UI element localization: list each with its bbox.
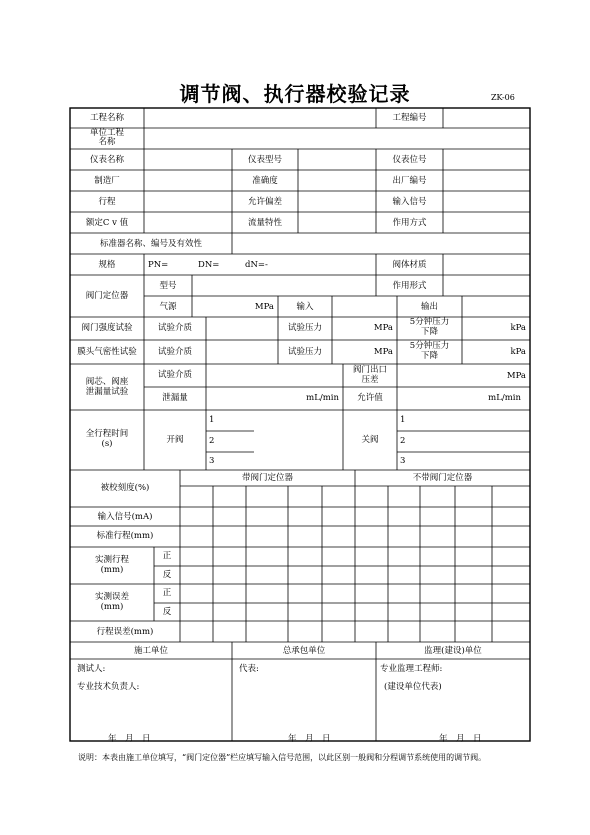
- diaphragm-drop-label: 5分钟压力 下降: [409, 341, 450, 361]
- strength-pressure-unit: MPa: [373, 323, 393, 333]
- supervision-date: 年 月 日: [439, 734, 482, 744]
- dn-seat-label: dN=-: [245, 260, 268, 270]
- strength-test-label: 阀门强度试验: [81, 323, 133, 333]
- measured-stroke-label: 实测行程 (mm): [94, 555, 129, 575]
- open-row-2: 2: [209, 436, 215, 446]
- diaphragm-medium-label: 试验介质: [157, 347, 192, 357]
- unit-project-label: 单位工程 名称: [89, 128, 124, 147]
- allowed-deviation-label: 允许偏差: [247, 197, 282, 207]
- outlet-pressure-unit: MPa: [506, 371, 526, 381]
- with-positioner-header: 带阀门定位器: [241, 473, 293, 483]
- measured-error-label: 实测误差 (mm): [94, 592, 129, 612]
- air-source-unit: MPa: [254, 302, 274, 312]
- leak-medium-label: 试验介质: [157, 370, 192, 380]
- valve-outlet-pressure-label: 阀门出口 压差: [352, 365, 387, 385]
- diaphragm-test-label: 膜头气密性试验: [77, 347, 137, 357]
- tech-lead-label: 专业技术负责人:: [77, 682, 140, 692]
- strength-pressure-label: 试验压力: [287, 323, 322, 333]
- factory-no-label: 出厂编号: [392, 176, 427, 186]
- construction-unit-header: 施工单位: [133, 646, 168, 656]
- leakage-unit: mL/min: [306, 393, 339, 403]
- rated-cv-label: 额定C v 值: [85, 218, 129, 228]
- manufacturer-label: 制造厂: [94, 176, 120, 186]
- action-mode-label: 作用方式: [392, 218, 427, 228]
- input-label: 输入: [296, 302, 314, 312]
- leak-test-label: 阀芯、阀座 泄漏量试验: [85, 377, 129, 397]
- strength-medium-label: 试验介质: [157, 323, 192, 333]
- open-row-3: 3: [209, 456, 215, 466]
- construction-date: 年 月 日: [108, 734, 151, 744]
- stroke-label: 行程: [98, 197, 116, 207]
- measured-error-forward: 正: [162, 588, 172, 598]
- close-row-1: 1: [400, 415, 406, 425]
- input-signal-label: 输入信号: [392, 197, 427, 207]
- contractor-date: 年 月 日: [288, 734, 331, 744]
- spec-label: 规格: [98, 260, 116, 270]
- dn-label: DN=: [198, 260, 220, 270]
- supervising-engineer-label: 专业监理工程师:: [380, 664, 443, 674]
- stroke-error-label: 行程误差(mm): [96, 627, 154, 637]
- positioner-label: 阀门定位器: [85, 291, 129, 301]
- project-no-label: 工程编号: [392, 113, 427, 123]
- instrument-model-label: 仪表型号: [247, 155, 282, 165]
- close-row-2: 2: [400, 436, 406, 446]
- form-code: ZK-06: [491, 93, 515, 102]
- strength-drop-unit: kPa: [510, 323, 526, 333]
- without-positioner-header: 不带阀门定位器: [412, 473, 473, 483]
- tester-label: 测试人:: [77, 664, 106, 674]
- representative-label: 代表:: [239, 664, 259, 674]
- std-stroke-label: 标准行程(mm): [96, 531, 154, 541]
- open-row-1: 1: [209, 415, 215, 425]
- instrument-name-label: 仪表名称: [89, 155, 124, 165]
- allowed-value-unit: mL/min: [488, 393, 521, 403]
- close-row-3: 3: [400, 456, 406, 466]
- diaphragm-drop-unit: kPa: [510, 347, 526, 357]
- form-title: 调节阀、执行器校验记录: [179, 82, 411, 106]
- supervision-unit-header: 监理(建设)单位: [424, 646, 482, 656]
- std-instrument-label: 标准器名称、编号及有效性: [99, 239, 202, 249]
- flow-char-label: 流量特性: [247, 218, 282, 228]
- owner-rep-label: (建设单位代表): [384, 682, 442, 692]
- body-material-label: 阀体材质: [392, 260, 427, 270]
- open-label: 开阀: [166, 435, 184, 445]
- diaphragm-pressure-unit: MPa: [373, 347, 393, 357]
- leakage-label: 泄漏量: [162, 393, 188, 403]
- output-label: 输出: [420, 302, 438, 312]
- project-name-label: 工程名称: [89, 113, 124, 123]
- instrument-tag-label: 仪表位号: [392, 155, 427, 165]
- allowed-value-label: 允许值: [357, 393, 383, 403]
- action-form-label: 作用形式: [392, 281, 427, 291]
- close-label: 关阀: [361, 435, 379, 445]
- model-label: 型号: [159, 281, 177, 291]
- measured-stroke-reverse: 反: [162, 570, 172, 580]
- strength-drop-label: 5分钟压力 下降: [409, 317, 450, 337]
- measured-stroke-forward: 正: [162, 551, 172, 561]
- calib-scale-label: 被校刻度(%): [100, 483, 150, 493]
- air-source-label: 气源: [159, 302, 177, 312]
- input-ma-label: 输入信号(mA): [97, 512, 153, 522]
- measured-error-reverse: 反: [162, 607, 172, 617]
- full-stroke-time-label: 全行程时间 (s): [85, 429, 129, 449]
- footer-note: 说明：本表由施工单位填写，“阀门定位器”栏应填写输入信号范围，以此区别一般阀和分程调节系统使用的调节阀。: [78, 753, 487, 762]
- pn-label: PN=: [148, 260, 169, 270]
- diaphragm-pressure-label: 试验压力: [287, 347, 322, 357]
- accuracy-label: 准确度: [252, 176, 278, 186]
- general-contractor-header: 总承包单位: [282, 646, 326, 656]
